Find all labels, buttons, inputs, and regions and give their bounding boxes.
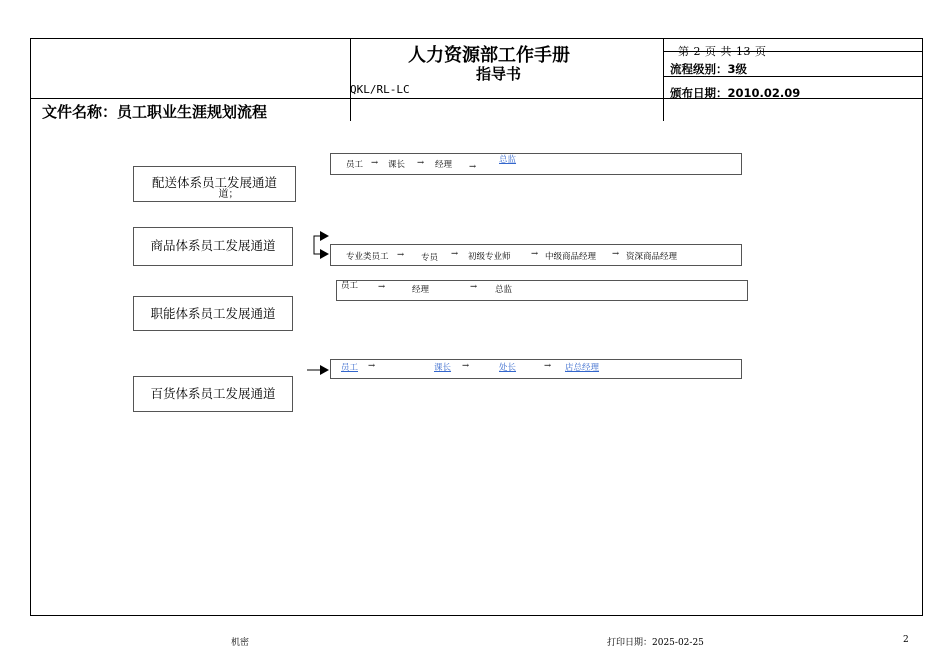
footer-page-number: 2 [903,635,909,645]
distribution-step-4-link[interactable]: 总监 [499,155,517,165]
merchandise-step-3: 初级专业师 [468,252,511,262]
department-store-step-2-link[interactable]: 课长 [434,363,452,373]
merchandise-arrow-4: → [612,249,620,259]
merchandise-arrow-3: → [531,249,539,259]
functional-step-2: 经理 [412,285,430,295]
merchandise-step-5: 资深商品经理 [626,252,678,262]
distribution-arrow-1: → [371,158,379,168]
channel-functional-label: 职能体系员工发展通道 [150,306,276,321]
doc-code: QKL/RL-LC [350,83,410,96]
department-store-step-3-link[interactable]: 处长 [499,363,517,373]
distribution-step-1: 员工 [346,160,364,170]
functional-arrow-2: → [470,282,478,292]
functional-step-1: 员工 [341,281,359,291]
merchandise-arrowhead-top [320,231,329,241]
department-store-step-1-link[interactable]: 员工 [341,363,359,373]
department-store-arrowhead [320,365,329,375]
channel-department-store-label: 百货体系员工发展通道 [150,386,276,401]
merchandise-step-4: 中级商品经理 [545,252,597,262]
merchandise-step-2: 专员 [421,253,439,263]
department-store-arrow-1: → [368,361,376,371]
channel-distribution-label: 配送体系员工发展通道 [151,175,277,190]
footer-print-date: 打印日期：2025-02-25 [607,638,704,648]
distribution-arrow-2: → [417,158,425,168]
distribution-arrow-3: → [469,162,477,172]
channel-merchandise-label: 商品体系员工发展通道 [150,238,276,253]
distribution-step-2: 课长 [388,160,406,170]
functional-arrow-1: → [378,282,386,292]
distribution-step-3: 经理 [435,160,453,170]
manual-title: 人力资源部工作手册 [408,45,570,66]
department-store-arrow-3: → [544,361,552,371]
merchandise-arrow-1: → [397,250,405,260]
merchandise-arrow-2: → [451,249,459,259]
functional-step-3: 总监 [495,285,513,295]
department-store-step-4-link[interactable]: 店总经理 [565,363,600,373]
merchandise-step-1: 专业类员工 [346,252,389,262]
manual-subtitle: 指导书 [476,65,522,83]
channel-distribution-label-extra: 道； [218,189,239,200]
issue-date: 颁布日期：2010.02.09 [670,86,801,100]
process-level: 流程级别：3级 [670,62,748,76]
merchandise-arrowhead-bottom [320,249,329,259]
document-name: 文件名称：员工职业生涯规划流程 [42,103,268,121]
footer-confidential: 机密 [231,638,250,648]
department-store-arrow-2: → [462,361,470,371]
page-info: 第 2 页 共 13 页 [678,45,767,58]
